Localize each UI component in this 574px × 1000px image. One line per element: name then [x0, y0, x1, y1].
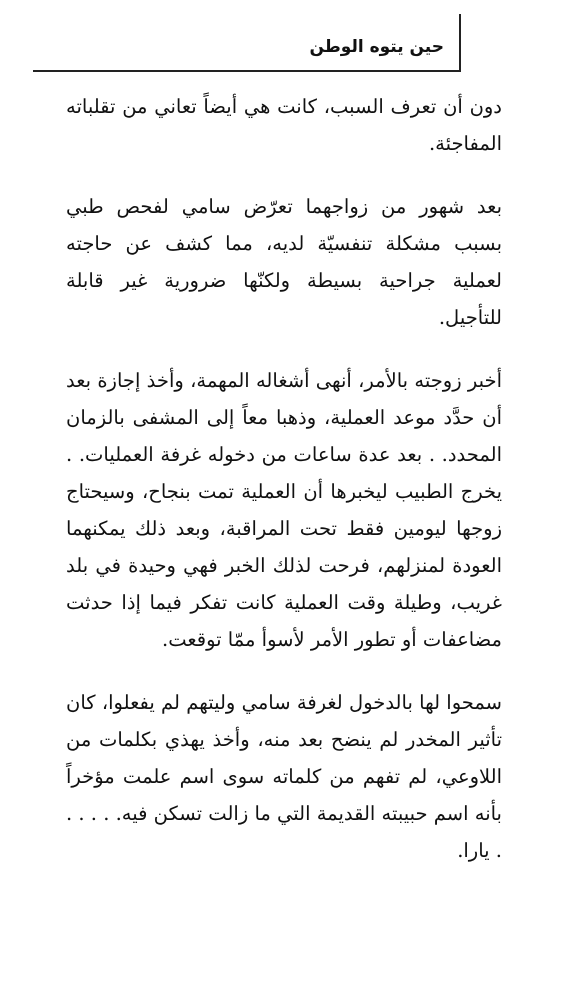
book-title: حين يتوه الوطن [309, 37, 444, 57]
paragraph-3: أخبر زوجته بالأمر، أنهى أشغاله المهمة، وأخذ إجازة بعد أن حدَّد موعد العملية، وذهبا معاً إلى المشفى بالزمان المحدد. . بعد عدة ساعات من دخوله غرفة العمليات. . يخرج الطبيب ليخبرها أن العملية تمت بنجاح، وسيحتاج زوجها ليومين فقط تحت المراقبة، وبعد ذلك يمكنهما العودة لمنزلهم، فرحت لذلك الخبر فهي وحيدة في بلد غريب، وطيلة وقت العملية كانت تفكر فيما إذا حدثت مضاعفات أو تطور الأمر لأسوأ ممّا توقعت. [66, 369, 502, 651]
page-body [66, 88, 502, 869]
paragraph-2: بعد شهور من زواجهما تعرّض سامي لفحص طبي بسبب مشكلة تنفسيّة لديه، مما كشف عن حاجته لعملية جراحية بسيطة ولكنّها ضرورية غير قابلة للتأجيل. [66, 195, 502, 329]
paragraph-4: سمحوا لها بالدخول لغرفة سامي وليتهم لم يفعلوا، كان تأثير المخدر لم ينضح بعد منه، وأخذ يهذي بكلمات من اللاوعي، لم تفهم من كلماته سوى اسم علمت مؤخراً بأنه اسم حبيبته القديمة التي ما زالت تسكن فيه. . . . . . يارا. [66, 691, 502, 862]
header-horizontal-rule [33, 70, 461, 72]
header-vertical-rule [459, 14, 461, 72]
paragraph-1: دون أن تعرف السبب، كانت هي أيضاً تعاني من تقلباته المفاجئة. [66, 95, 502, 155]
running-header [0, 0, 574, 80]
